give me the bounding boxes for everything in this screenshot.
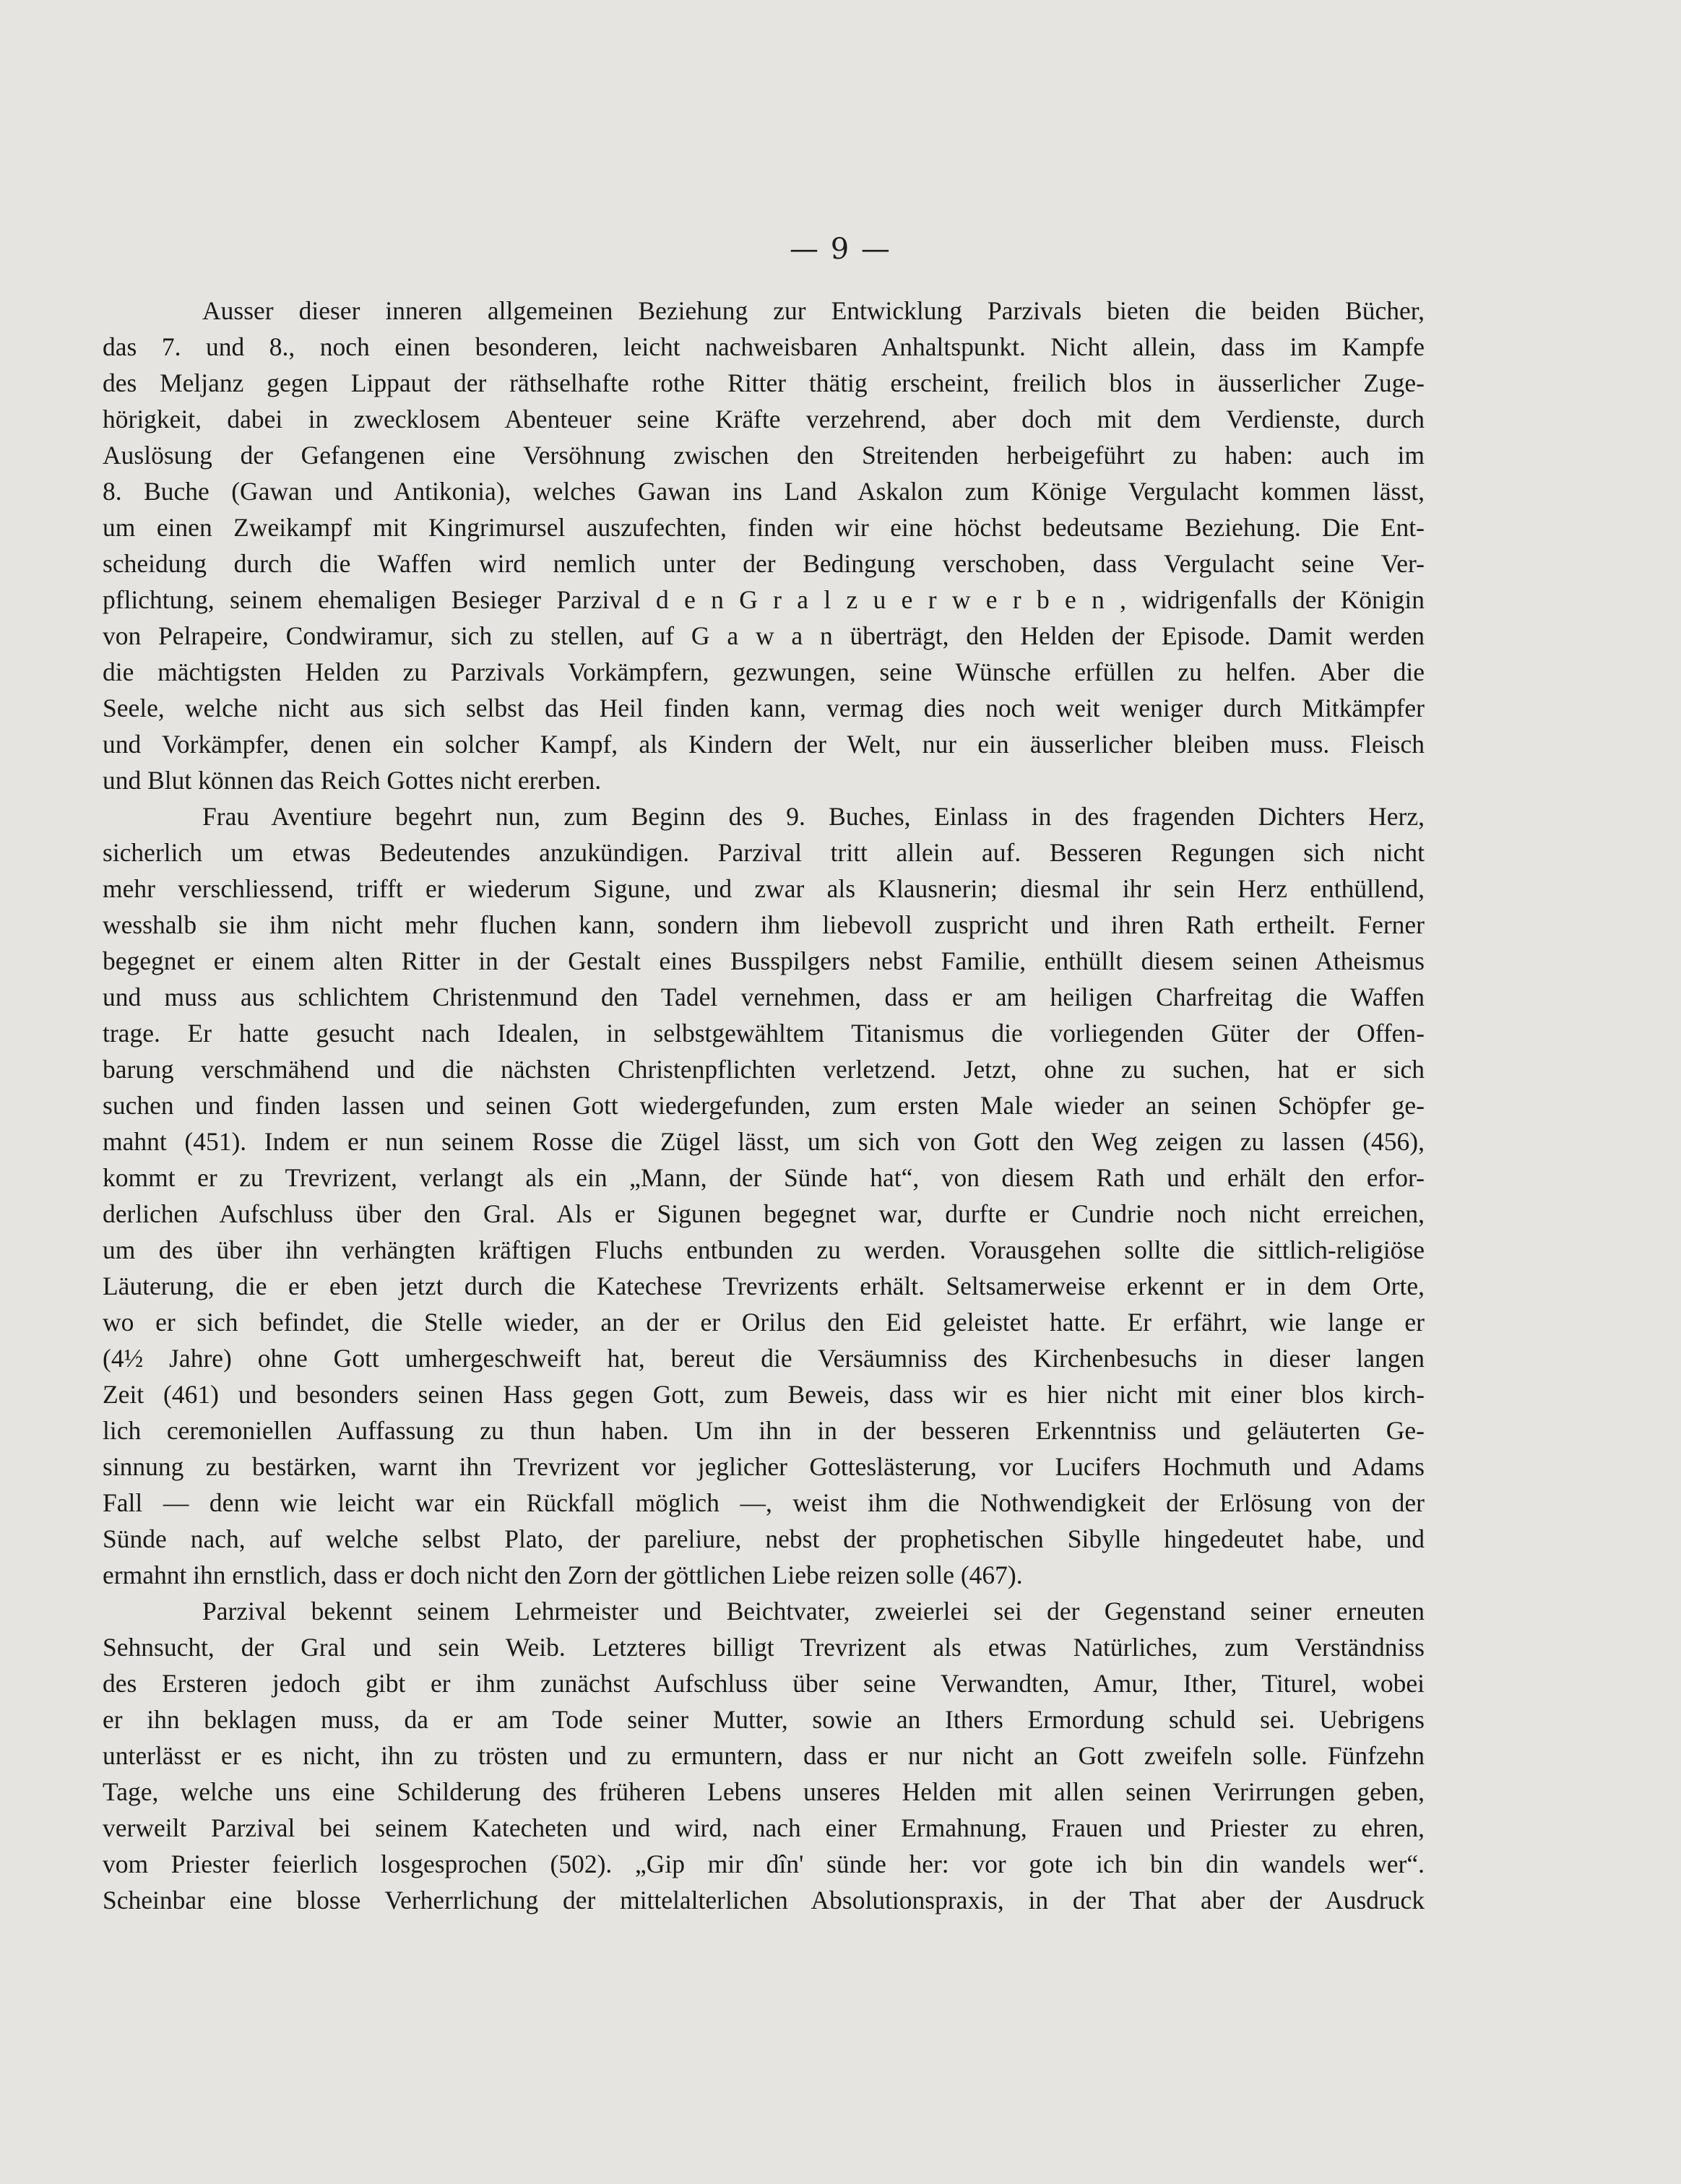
body-text [103,293,1425,1918]
text-line: wo er sich befindet, die Stelle wieder, an der er Orilus den Eid geleistet hatte. Er erfährt, wie lange er [103,1308,1425,1337]
text-line: Läuterung, die er eben jetzt durch die Katechese Trevrizents erhält. Seltsamerweise erkennt er in dem Orte, [103,1272,1425,1300]
text-line: Seele, welche nicht aus sich selbst das Heil finden kann, vermag dies noch weit weniger durch Mitkämpfer [103,694,1425,722]
text-line: Scheinbar eine blosse Verherrlichung der mittelalterlichen Absolutionspraxis, in der That aber der Ausdruck [103,1886,1425,1915]
text-line: sicherlich um etwas Bedeutendes anzukündigen. Parzival tritt allein auf. Besseren Regungen sich nicht [103,838,1425,867]
text-line: er ihn beklagen muss, da er am Tode seiner Mutter, sowie an Ithers Ermordung schuld sei. Uebrigens [103,1705,1425,1734]
text-line: des Meljanz gegen Lippaut der räthselhafte rothe Ritter thätig erscheint, freilich blos in äusserlicher Zuge- [103,368,1425,397]
text-line: Frau Aventiure begehrt nun, zum Beginn des 9. Buches, Einlass in des fragenden Dichters Herz, [202,802,1425,831]
text-line: barung verschmähend und die nächsten Christenpflichten verletzend. Jetzt, ohne zu suchen, hat er sich [103,1055,1425,1084]
text-line: ermahnt ihn ernstlich, dass er doch nicht den Zorn der göttlichen Liebe reizen solle (467). [103,1561,1023,1589]
text-line: Auslösung der Gefangenen eine Versöhnung zwischen den Streitenden herbeigeführt zu haben: auch im [103,441,1425,470]
text-line: (4½ Jahre) ohne Gott umhergeschweift hat, bereut die Versäumniss des Kirchenbesuchs in dieser langen [103,1344,1425,1373]
text-line: scheidung durch die Waffen wird nemlich unter der Bedingung verschoben, dass Vergulacht seine Ver- [103,549,1425,578]
text-line: verweilt Parzival bei seinem Katecheten und wird, nach einer Ermahnung, Frauen und Priester zu ehren, [103,1813,1425,1842]
text-line: und Blut können das Reich Gottes nicht ererben. [103,766,602,795]
text-line: Ausser dieser inneren allgemeinen Beziehung zur Entwicklung Parzivals bieten die beiden Bücher, [202,296,1425,325]
text-line: begegnet er einem alten Ritter in der Gestalt eines Busspilgers nebst Familie, enthüllt diesem seinen Atheismus [103,946,1425,975]
text-line: lich ceremoniellen Auffassung zu thun haben. Um ihn in der besseren Erkenntniss und geläuterten Ge- [103,1416,1425,1445]
text-line: unterlässt er es nicht, ihn zu trösten und zu ermuntern, dass er nur nicht an Gott zweifeln solle. Fünfzehn [103,1741,1425,1770]
text-line: mehr verschliessend, trifft er wiederum Sigune, und zwar als Klausnerin; diesmal ihr sein Herz enthüllend, [103,874,1425,903]
text-line: kommt er zu Trevrizent, verlangt als ein „Mann, der Sünde hat“, von diesem Rath und erhält den erfor- [103,1163,1425,1192]
text-line: das 7. und 8., noch einen besonderen, leicht nachweisbaren Anhaltspunkt. Nicht allein, dass im Kampfe [103,332,1425,361]
text-line: pflichtung, seinem ehemaligen Besieger Parzival d e n G r a l z u e r w e r b e n , widrigenfalls der Königin [103,585,1425,614]
text-line: vom Priester feierlich losgesprochen (502). „Gip mir dîn' sünde her: vor gote ich bin din wandels wer“. [103,1850,1425,1878]
text-line: sinnung zu bestärken, warnt ihn Trevrizent vor jeglicher Gotteslästerung, vor Lucifers Hochmuth und Adams [103,1452,1425,1481]
text-line: Tage, welche uns eine Schilderung des früheren Lebens unseres Helden mit allen seinen Verirrungen geben, [103,1777,1425,1806]
text-line: suchen und finden lassen und seinen Gott wiedergefunden, zum ersten Male wieder an seinen Schöpfer ge- [103,1091,1425,1120]
text-line: und muss aus schlichtem Christenmund den Tadel vernehmen, dass er am heiligen Charfreitag die Waffen [103,983,1425,1011]
paragraph [103,293,1425,798]
text-line: hörigkeit, dabei in zwecklosem Abenteuer seine Kräfte verzehrend, aber doch mit dem Verdienste, durch [103,405,1425,433]
text-line: trage. Er hatte gesucht nach Idealen, in selbstgewähltem Titanismus die vorliegenden Güter der Offen- [103,1019,1425,1048]
page-number: — 9 — [790,233,891,266]
text-line: Sehnsucht, der Gral und sein Weib. Letzteres billigt Trevrizent als etwas Natürliches, zum Verständniss [103,1633,1425,1662]
text-line: Parzival bekennt seinem Lehrmeister und Beichtvater, zweierlei sei der Gegenstand seiner erneuten [202,1597,1425,1626]
text-line: wesshalb sie ihm nicht mehr fluchen kann, sondern ihm liebevoll zuspricht und ihren Rath ertheilt. Ferner [103,910,1425,939]
text-line: derlichen Aufschluss über den Gral. Als er Sigunen begegnet war, durfte er Cundrie noch nicht erreichen, [103,1199,1425,1228]
text-line: mahnt (451). Indem er nun seinem Rosse die Zügel lässt, um sich von Gott den Weg zeigen zu lassen (456), [103,1127,1425,1156]
text-line: um des über ihn verhängten kräftigen Fluchs entbunden zu werden. Vorausgehen sollte die sittlich-religiöse [103,1235,1425,1264]
text-line: die mächtigsten Helden zu Parzivals Vorkämpfern, gezwungen, seine Wünsche erfüllen zu helfen. Aber die [103,657,1425,686]
paragraph [103,798,1425,1593]
text-line: und Vorkämpfer, denen ein solcher Kampf, als Kindern der Welt, nur ein äusserlicher bleiben muss. Fleisch [103,730,1425,759]
text-line: Zeit (461) und besonders seinen Hass gegen Gott, zum Beweis, dass wir es hier nicht mit einer blos kirch- [103,1380,1425,1409]
text-line: um einen Zweikampf mit Kingrimursel auszufechten, finden wir eine höchst bedeutsame Beziehung. Die Ent- [103,513,1425,542]
text-line: 8. Buche (Gawan und Antikonia), welches Gawan ins Land Askalon zum Könige Vergulacht kommen lässt, [103,477,1425,506]
text-line: von Pelrapeire, Condwiramur, sich zu stellen, auf G a w a n überträgt, den Helden der Episode. Damit werden [103,621,1425,650]
text-line: des Ersteren jedoch gibt er ihm zunächst Aufschluss über seine Verwandten, Amur, Ither, Titurel, wobei [103,1669,1425,1698]
text-line: Fall — denn wie leicht war ein Rückfall möglich —, weist ihm die Nothwendigkeit der Erlösung von der [103,1488,1425,1517]
text-line: Sünde nach, auf welche selbst Plato, der pareliure, nebst der prophetischen Sibylle hingedeutet habe, und [103,1524,1425,1553]
paragraph [103,1593,1425,1918]
